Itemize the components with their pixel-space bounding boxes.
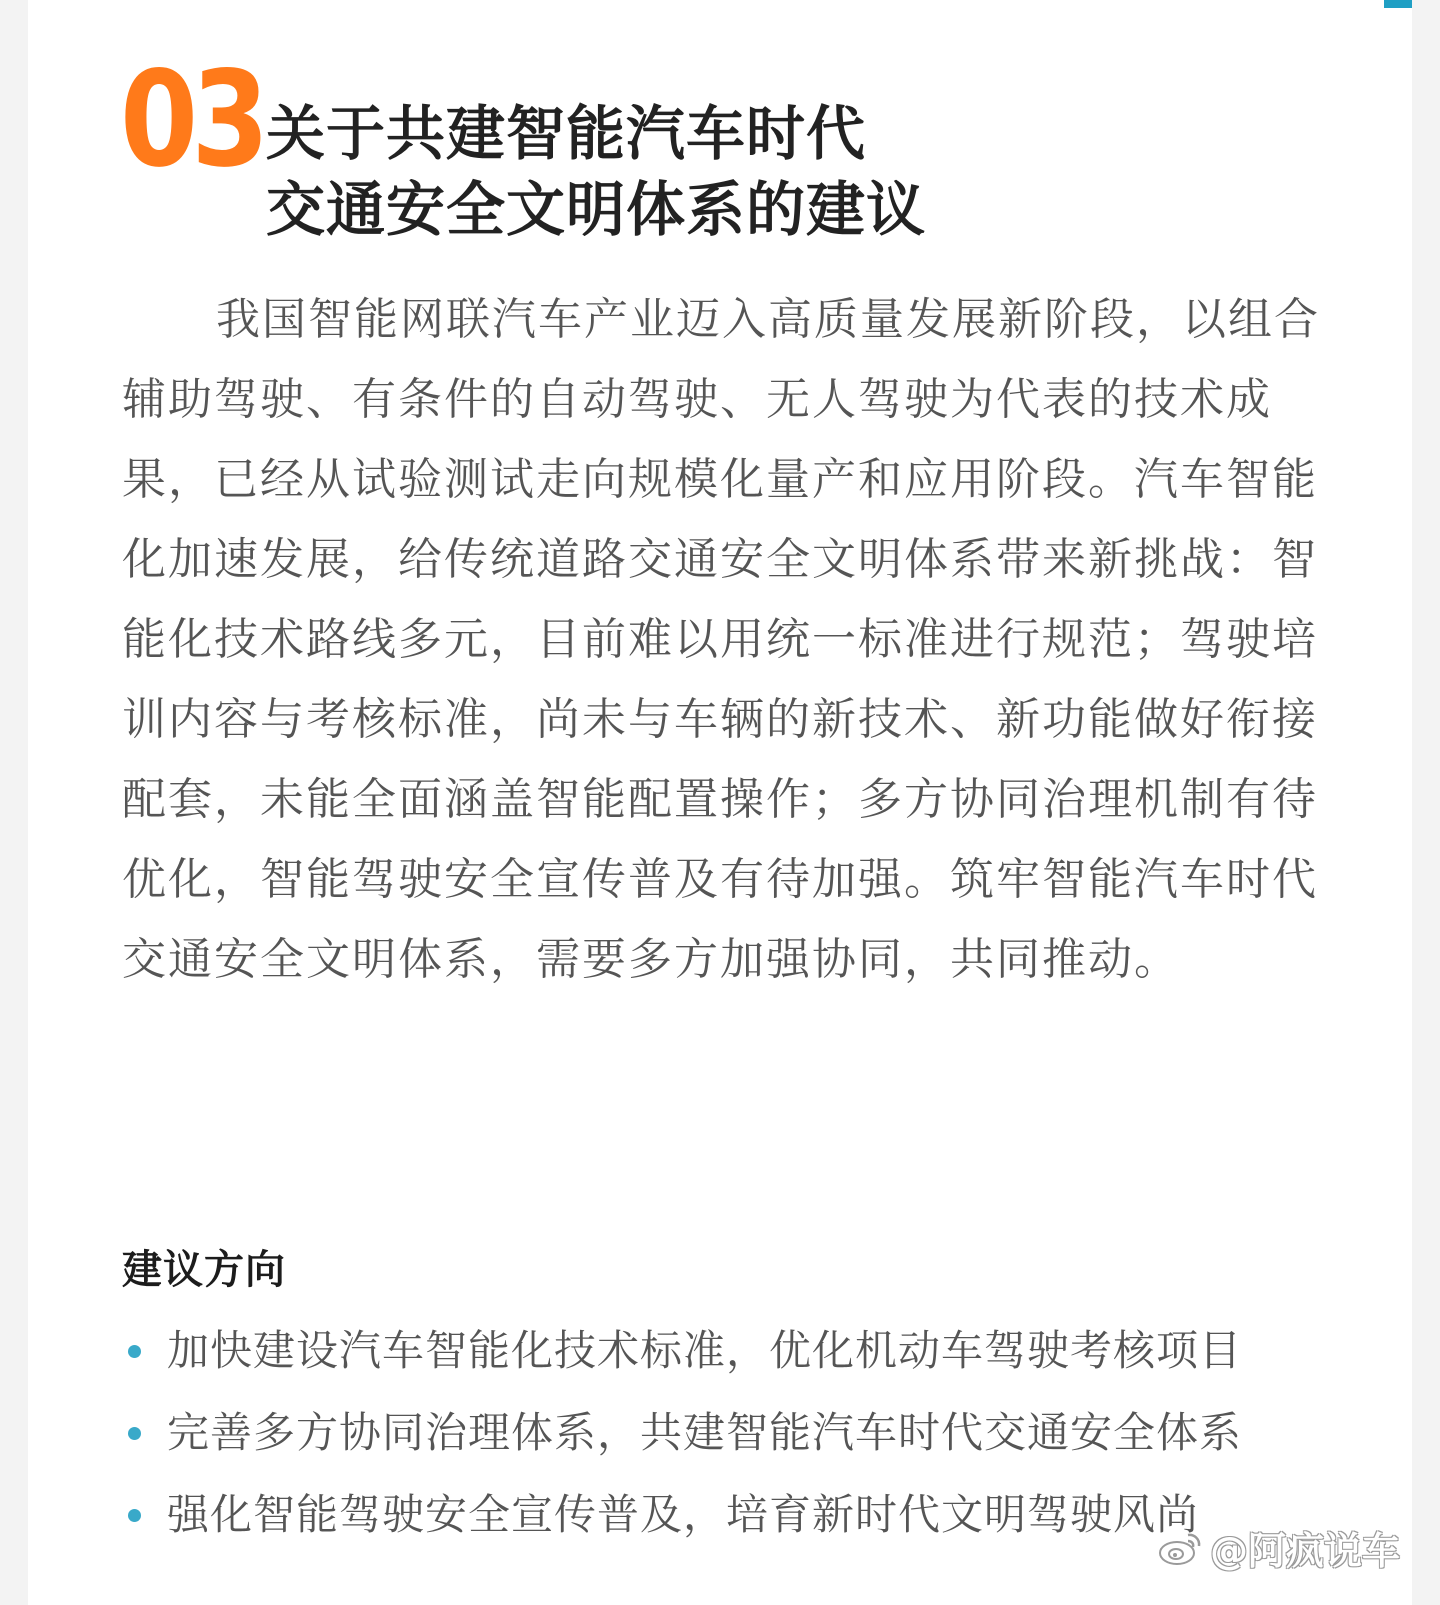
bullet-icon: [128, 1427, 141, 1440]
list-item-text: 强化智能驾驶安全宣传普及，培育新时代文明驾驶风尚: [167, 1490, 1200, 1539]
bullet-icon: [128, 1509, 141, 1522]
section-title-line-2: 交通安全文明体系的建议: [266, 174, 927, 244]
watermark-text: @阿疯说车: [1209, 1529, 1400, 1573]
section-title-line-1: 关于共建智能汽车时代: [266, 98, 867, 168]
suggestions-heading: 建议方向: [122, 1247, 286, 1293]
accent-bar: [1384, 0, 1412, 8]
section-title: [266, 96, 1166, 248]
list-item: [122, 1310, 1332, 1392]
weibo-icon: [1158, 1529, 1202, 1567]
list-item-text: 完善多方协同治理体系，共建智能汽车时代交通安全体系: [167, 1408, 1243, 1457]
section-header: [120, 43, 1270, 244]
body-paragraph: 我国智能网联汽车产业迈入高质量发展新阶段，以组合辅助驾驶、有条件的自动驾驶、无人驾驶为代表的技术成果，已经从试验测试走向规模化量产和应用阶段。汽车智能化加速发展，给传统道路交通安全文明体系带来新挑战：智能化技术路线多元，目前难以用统一标准进行规范；驾驶培训内容与考核标准，尚未与车辆的新技术、新功能做好衔接配套，未能全面涵盖智能配置操作；多方协同治理机制有待优化，智能驾驶安全宣传普及有待加强。筑牢智能汽车时代交通安全文明体系，需要多方加强协同，共同推动。: [122, 294, 1320, 985]
list-item-text: 加快建设汽车智能化技术标准，优化机动车驾驶考核项目: [167, 1326, 1243, 1375]
list-item: [122, 1392, 1332, 1474]
list-item: [122, 1474, 1332, 1556]
section-number: 03: [120, 43, 263, 197]
article-card: [28, 0, 1412, 1605]
watermark: [1158, 1520, 1400, 1575]
bullet-icon: [128, 1345, 141, 1358]
suggestions-list: [122, 1310, 1332, 1556]
